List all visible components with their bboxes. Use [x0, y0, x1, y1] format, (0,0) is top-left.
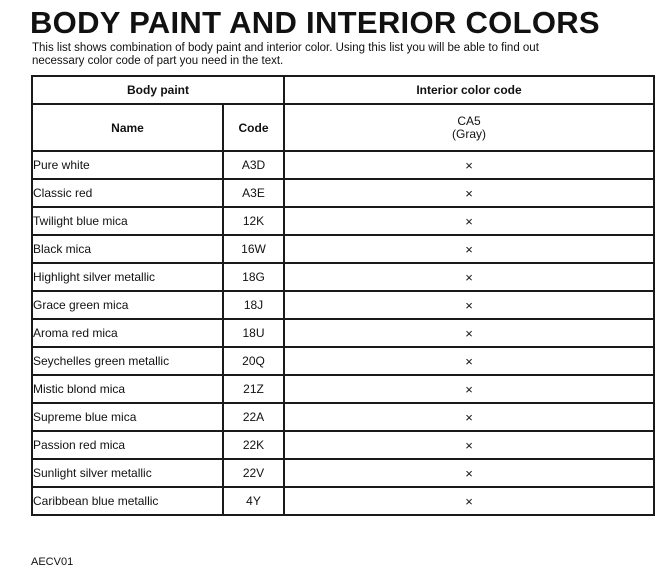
footer-code: AECV01	[31, 556, 74, 568]
table-row	[32, 151, 654, 179]
table-row	[32, 207, 654, 235]
paint-code-cell: 18G	[223, 263, 284, 291]
paint-name-cell: Caribbean blue metallic	[32, 487, 223, 515]
interior-mark-cell: ×	[284, 375, 654, 403]
table-row	[32, 375, 654, 403]
page-title: BODY PAINT AND INTERIOR COLORS	[30, 5, 600, 40]
interior-code-label: CA5	[457, 113, 481, 128]
interior-mark-cell: ×	[284, 403, 654, 431]
paint-name-cell: Twilight blue mica	[32, 207, 223, 235]
interior-mark-cell: ×	[284, 347, 654, 375]
color-table	[31, 75, 655, 516]
interior-mark-cell: ×	[284, 319, 654, 347]
table-row	[32, 347, 654, 375]
interior-mark-cell: ×	[284, 235, 654, 263]
code-column-header: Code	[223, 104, 284, 151]
interior-group-header: Interior color code	[284, 76, 654, 104]
intro-text	[32, 42, 652, 68]
interior-mark-cell: ×	[284, 151, 654, 179]
paint-name-cell: Pure white	[32, 151, 223, 179]
interior-mark-cell: ×	[284, 263, 654, 291]
paint-code-cell: 22V	[223, 459, 284, 487]
paint-code-cell: 18U	[223, 319, 284, 347]
paint-code-cell: 21Z	[223, 375, 284, 403]
intro-line-2: necessary color code of part you need in the text.	[32, 55, 284, 67]
paint-code-cell: 12K	[223, 207, 284, 235]
interior-mark-cell: ×	[284, 179, 654, 207]
paint-name-cell: Black mica	[32, 235, 223, 263]
paint-name-cell: Sunlight silver metallic	[32, 459, 223, 487]
paint-code-cell: A3D	[223, 151, 284, 179]
name-column-header: Name	[32, 104, 223, 151]
table-row	[32, 487, 654, 515]
paint-code-cell: 18J	[223, 291, 284, 319]
paint-code-cell: 4Y	[223, 487, 284, 515]
table-row	[32, 179, 654, 207]
paint-code-cell: 20Q	[223, 347, 284, 375]
interior-column-header	[284, 104, 654, 151]
table-row	[32, 459, 654, 487]
paint-name-cell: Classic red	[32, 179, 223, 207]
group-header-row	[32, 76, 654, 104]
interior-mark-cell: ×	[284, 207, 654, 235]
paint-code-cell: 22K	[223, 431, 284, 459]
paint-name-cell: Highlight silver metallic	[32, 263, 223, 291]
paint-name-cell: Aroma red mica	[32, 319, 223, 347]
body-paint-group-header: Body paint	[32, 76, 284, 104]
column-header-row	[32, 104, 654, 151]
table-row	[32, 235, 654, 263]
paint-code-cell: 22A	[223, 403, 284, 431]
table-row	[32, 403, 654, 431]
interior-mark-cell: ×	[284, 487, 654, 515]
table-row	[32, 291, 654, 319]
paint-name-cell: Supreme blue mica	[32, 403, 223, 431]
interior-mark-cell: ×	[284, 459, 654, 487]
table-row	[32, 431, 654, 459]
intro-line-1: This list shows combination of body paint and interior color. Using this list you will be able to find out	[32, 42, 539, 54]
paint-code-cell: A3E	[223, 179, 284, 207]
paint-name-cell: Seychelles green metallic	[32, 347, 223, 375]
paint-code-cell: 16W	[223, 235, 284, 263]
interior-mark-cell: ×	[284, 431, 654, 459]
table-row	[32, 319, 654, 347]
table-row	[32, 263, 654, 291]
interior-mark-cell: ×	[284, 291, 654, 319]
paint-name-cell: Mistic blond mica	[32, 375, 223, 403]
paint-name-cell: Passion red mica	[32, 431, 223, 459]
interior-color-label: (Gray)	[452, 126, 486, 141]
paint-name-cell: Grace green mica	[32, 291, 223, 319]
